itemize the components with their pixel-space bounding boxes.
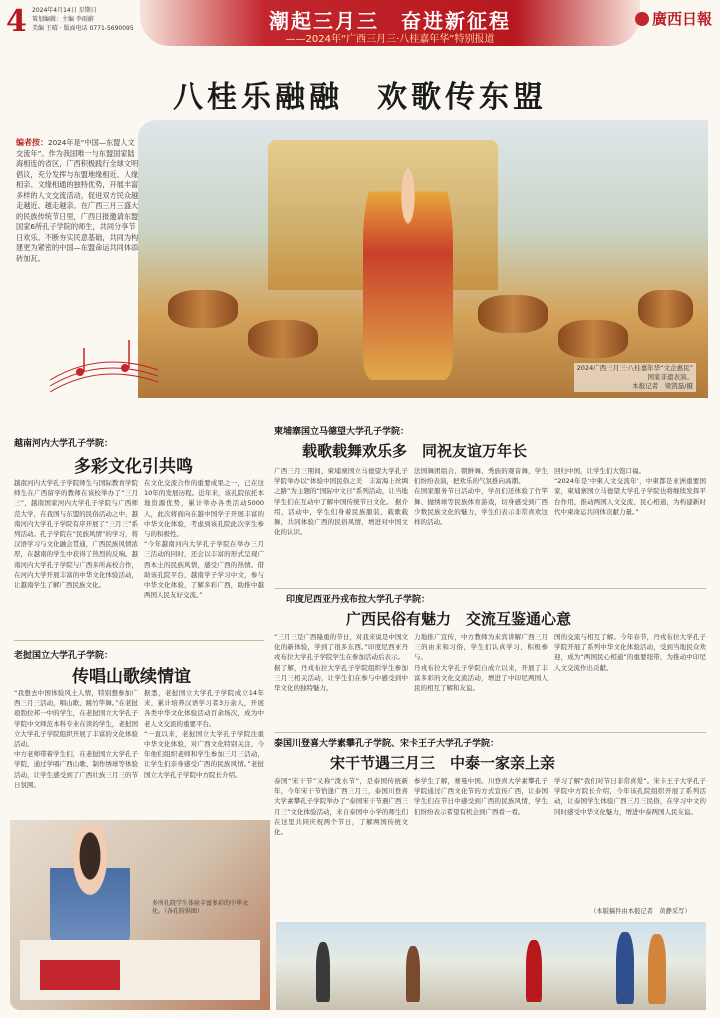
article-text-cambodia-col3: 回归中国，让学生们大饱口福。 “2024年是‘中柬人文交流年’，中柬都是亚洲重要国家，柬埔寨国立马德望大学孔子学院也将继续发挥平台作用，推动两国人文交流、民心相通，为构建新时代中柬命运共同体贡献力量。”	[554, 467, 706, 516]
person-figure	[526, 940, 542, 1002]
page-number: 4	[6, 4, 27, 39]
article-text-thailand-col3: 学习了解“我们对节日非常喜爱”。宋卡王子大学孔子学院中方院长介绍，今年该孔院组织开展了系列活动，让泰国学生体验广西三月三民俗，在学习中文的同时感受中华文化魅力，增进中泰两国人民友谊。	[554, 777, 706, 816]
editor-note	[16, 138, 140, 264]
newspaper-logo	[635, 8, 712, 29]
article-text-cambodia-col2: 法国舞团组合、朝鲜舞、秀族的观音舞，学生们纷纷表演，把欢乐的气氛推向高潮。 在国家服务节日活动中，学员们还体验了竹竿舞、抛绣球等民族体育游戏，切身感受到广西少数民族文化的魅力，学生们表示非常喜欢这样的活动。	[414, 467, 548, 527]
red-paper	[40, 960, 120, 990]
drum-shape	[638, 290, 693, 328]
logo-mark-icon	[635, 12, 649, 26]
divider	[274, 732, 706, 733]
banner-title: 潮起三月三 奋进新征程	[269, 9, 511, 33]
banner-subtitle: ——2024年“广西三月三·八桂嘉年华”特别报道	[285, 34, 495, 45]
student-figure	[50, 826, 130, 946]
article-text-laos-col2: 据悉，老挝国立大学孔子学院成立14年来，累计培养汉语学习者3万余人，开展各类中华文化体验活动百余场次，成为中老人文交流的重要平台。 “一直以来，老挝国立大学孔子学院注重中华文化体验，对广西文化特别关注，今年他们组织老师和学生参加三月三活动，让学生们亲身感受广西的民族风情。”老挝国立大学孔子学院中方院长介绍。	[144, 689, 264, 779]
hero-caption	[574, 363, 696, 392]
person-figure	[616, 932, 634, 1004]
article-text-vietnam-col2: 在文化交流合作的重要成果之一，已在这10年的发展历程。近年来，该孔院依托本地资源优势，累计举办各类活动5000人，此次将面向在越中国学子开展丰富的中华文化体验，考虑到该孔院此次学生参与的积极性。 “今年越南河内大学孔子学院在举办三月三活动的同时，还会以丰富的形式呈现广西本土的民族风情，感受广西的热情。借助该孔院平台，越南学子学习中文，参与中华文化体验，了解多彩广西，助推中越两国人民友好交流。”	[144, 479, 264, 600]
thailand-event-photo	[276, 922, 706, 1010]
drum-shape	[558, 320, 628, 358]
drum-shape	[478, 295, 548, 333]
article-title-cambodia: 载歌载舞欢乐多 同祝友谊万年长	[302, 442, 528, 460]
hero-caption-line1: 2024广西三月三·八桂嘉年华“文企惠民”	[576, 364, 693, 372]
article-text-thailand-col1: 泰国“宋干节”又称“泼水节”，是泰国传统新年，今年宋干节恰逢广西三月三，泰国川登喜大学素攀孔子学院举办了“泰国宋干节遇广西三月三”文化体验活动，来自泰国中小学的师生们在这里共同庆祝两个节日，了解两国传统文化。	[274, 777, 408, 837]
article-text-vietnam-col1: 越南河内大学孔子学院师生与国际教育学院师生在广西留学的教师在该校举办了“三月三”，越南国家河内大学孔子学院与广西师范大学，在我国与东盟的民俗活动之中，越南河内大学孔子学院有序开展了“三月三”系列活动。孔子学院在“民族风情”的学习，将汉语学习与文化融会贯通，广西民族风情浓厚，在越南的学生中获得了热烈的反响。越南河内大学孔子学院与广西多所高校合作，在河内大学开展丰富的中华文化体验活动，让越南学生了解广西民族文化。	[14, 479, 138, 590]
person-figure	[648, 934, 666, 1004]
page-header	[0, 0, 720, 54]
article-text-indonesia-col3: 国的交流与相互了解。今年春节，丹戎布拉大学孔子学院开展了系列中华文化体验活动，受到当地民众欢迎，成为“两国民心相通”的重要纽带，为推动中印尼人文交流作出贡献。	[554, 633, 706, 672]
dancer-figure	[363, 150, 453, 380]
hero-caption-line2: 国家非遗表演。	[647, 373, 693, 381]
article-title-indonesia: 广西民俗有魅力 交流互鉴通心意	[346, 610, 572, 628]
logo-text: 廣西日報	[651, 10, 712, 28]
drum-shape	[248, 320, 318, 358]
article-title-vietnam: 多彩文化引共鸣	[74, 457, 193, 477]
article-title-laos: 传唱山歌续情谊	[72, 667, 191, 687]
article-text-indonesia-col1: “三月三是广西隆重的节日，对我来说是中国文化的新体验，学到了很多东西。”印度尼西亚丹戎布拉大学孔子学院学生在参加活动后表示。 据了解，丹戎布拉大学孔子学院组织学生参加三月三相关活动，让学生们在参与中感受到中华文化的独特魅力。	[274, 633, 408, 693]
person-figure	[316, 942, 330, 1002]
header-desk: 美编 王晴 · 版面电话 0771-5690095	[32, 25, 134, 32]
editor-note-text: 2024年是“中国—东盟人文交流年”。作为我国唯一与东盟国家陆海相连的省区，广西积极践行全球文明倡议，充分发挥与东盟地缘相近、人缘相亲、文缘相通的独特优势，开展丰富多样的人文交流活动，促进双方民众越走越近、越走越亲。在广西三月三盛大的民族传统节日里，广西日报邀请东盟国家6所孔子学院的师生，共同分享节日欢乐。不断夯实民意基础，共同为构建更为紧密的中国—东盟命运共同体添砖加瓦。	[16, 138, 139, 263]
editor-note-label: 编者按：	[16, 138, 48, 147]
section-banner	[140, 0, 640, 46]
article-kicker-vietnam: 越南河内大学孔子学院：	[14, 439, 114, 449]
drum-shape	[168, 290, 238, 328]
article-kicker-indonesia: 印度尼西亚丹戎布拉大学孔子学院：	[286, 595, 431, 605]
divider	[14, 640, 264, 641]
article-text-thailand-col2: 参学生了解，赛曼中国。川登喜大学素攀孔子学院通过广西文化节的方式宣传广西，让泰国学生们在节日中感受到广西的民族风情，学生们纷纷表示希望有机会到广西看一看。	[414, 777, 548, 816]
article-kicker-thailand: 泰国川登喜大学素攀孔子学院、宋卡王子大学孔子学院：	[274, 739, 500, 749]
header-editor: 策划编辑：主编 李雨蔚	[32, 16, 94, 23]
article-kicker-laos: 老挝国立大学孔子学院：	[14, 651, 114, 661]
header-meta	[32, 6, 134, 33]
footer-credit: （本版稿件由本报记者 黄静采写）	[590, 908, 691, 915]
hero-caption-credit: 本报记者 梁凯磊/摄	[632, 382, 693, 390]
laos-photo-caption: 多所孔院学生体验丰富多彩的中华文化。（各孔院供图）	[152, 900, 249, 915]
article-kicker-cambodia: 柬埔寨国立马德望大学孔子学院：	[274, 427, 410, 437]
article-text-indonesia-col2: 力地推广宣传，中方教师为来宾讲解广西三月三的由来和习俗，学生们认真学习、积极参与。 丹戎布拉大学孔子学院自成立以来，开展了丰富多彩的文化交流活动，增进了中印尼两国人民的相互了解和友谊。	[414, 633, 548, 693]
article-title-thailand: 宋干节遇三月三 中泰一家亲上亲	[330, 754, 556, 772]
person-figure	[406, 946, 420, 1002]
header-date: 2024年4月14日 星期日	[32, 7, 97, 14]
divider	[274, 588, 706, 589]
page-title: 八桂乐融融 欢歌传东盟	[173, 80, 547, 115]
article-text-laos-col1: “我想去中国体验风土人情，特别想参加广西三月三活动，唱山歌、跳竹竿舞。”在老挝琅勃拉邦一中的学生，在老挝国立大学孔子学院中文师范本科专业在读的学生，老挝国立大学孔子学院组织开展了丰富的文化体验活动。 中方老师带着学生们，在老挝国立大学孔子学院，通过学唱广西山歌、制作绣球等体验活动，让学生感受到了广西壮族三月三的节日氛围。	[14, 689, 138, 789]
music-notes-decoration	[40, 310, 160, 410]
hero-photo	[138, 120, 708, 398]
article-text-cambodia-col1: 广西三月三期间，柬埔寨国立马德望大学孔子学院举办以“体验中国民俗之美 丰富海上丝绸之路”为主题的“国际中文日”系列活动，让当地学生们在互动中了解中国传统节日文化。 据介绍，活动中，学生们身着民族服装，载歌载舞，共同体验广西的民俗风情，增进对中国文化的认识。	[274, 467, 408, 537]
